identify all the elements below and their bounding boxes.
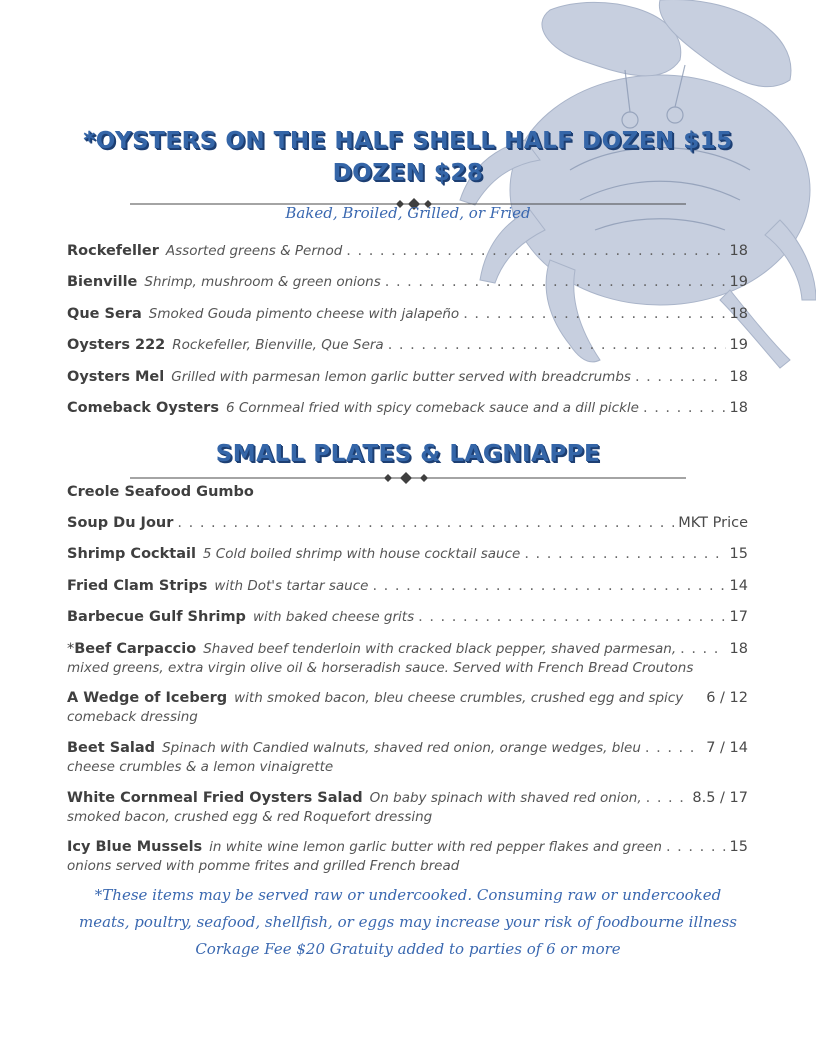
menu-item: Oysters 222 Rockefeller, Bienville, Que Sera . . . 19: [67, 336, 748, 355]
menu-item: Rockefeller Assorted greens & Pernod . . . 18: [67, 242, 748, 261]
disclaimer: [0, 882, 816, 963]
menu-item: Shrimp Cocktail 5 Cold boiled shrimp with house cocktail sauce . . . 15: [67, 545, 748, 564]
menu-item-long: A Wedge of Iceberg with smoked bacon, bleu cheese crumbles, crushed egg and spicy 6 / 12 comeback dressing: [67, 690, 748, 725]
corkage-gratuity-note: Corkage Fee $20 Gratuity added to parties of 6 or more: [195, 940, 621, 958]
oysters-section-title: *OYSTERS ON THE HALF SHELL HALF DOZEN $15 DOZEN $28: [83, 128, 733, 186]
menu-item-long: Icy Blue Mussels in white wine lemon garlic butter with red pepper flakes and green . . . 15 onions served with pomme frites and grilled French bread: [67, 838, 748, 876]
small-plates-section-title: SMALL PLATES & LAGNIAPPE: [215, 441, 601, 467]
menu-item-long: * Beef Carpaccio Shaved beef tenderloin with cracked black pepper, shaved parmesan, . . . 18 mixed greens, extra virgin olive oil & horseradish sauce. Served with French Bread Croutons: [67, 640, 748, 678]
menu-item-soup: Soup Du Jour . . . MKT Price: [67, 514, 748, 533]
menu-item: Bienville Shrimp, mushroom & green onions . . . 19: [67, 273, 748, 292]
menu-item: Oysters Mel Grilled with parmesan lemon garlic butter served with breadcrumbs . . . 18: [67, 368, 748, 387]
menu-item-long: Beet Salad Spinach with Candied walnuts, shaved red onion, orange wedges, bleu . . . 7 / 14 cheese crumbles & a lemon vinaigrette: [67, 739, 748, 777]
disclaimer-line-1: *These items may be served raw or undercooked. Consuming raw or undercooked: [94, 886, 722, 904]
menu-item: Fried Clam Strips with Dot's tartar sauce . . . 14: [67, 577, 748, 596]
menu-item: Que Sera Smoked Gouda pimento cheese with jalapeño . . . 18: [67, 305, 748, 324]
menu-item: Comeback Oysters 6 Cornmeal fried with spicy comeback sauce and a dill pickle . . . 18: [67, 399, 748, 418]
disclaimer-line-2: meats, poultry, seafood, shellfish, or eggs may increase your risk of foodbourne illness: [78, 913, 737, 931]
menu-item: Barbecue Gulf Shrimp with baked cheese grits . . . 17: [67, 608, 748, 627]
preparation-subtitle: Baked, Broiled, Grilled, or Fried: [285, 204, 531, 222]
menu-item-gumbo: Creole Seafood Gumbo: [67, 484, 254, 500]
menu-item-long: White Cornmeal Fried Oysters Salad On baby spinach with shaved red onion, . . . 8.5 / 17 smoked bacon, crushed egg & red Roquefort dressing: [67, 789, 748, 827]
